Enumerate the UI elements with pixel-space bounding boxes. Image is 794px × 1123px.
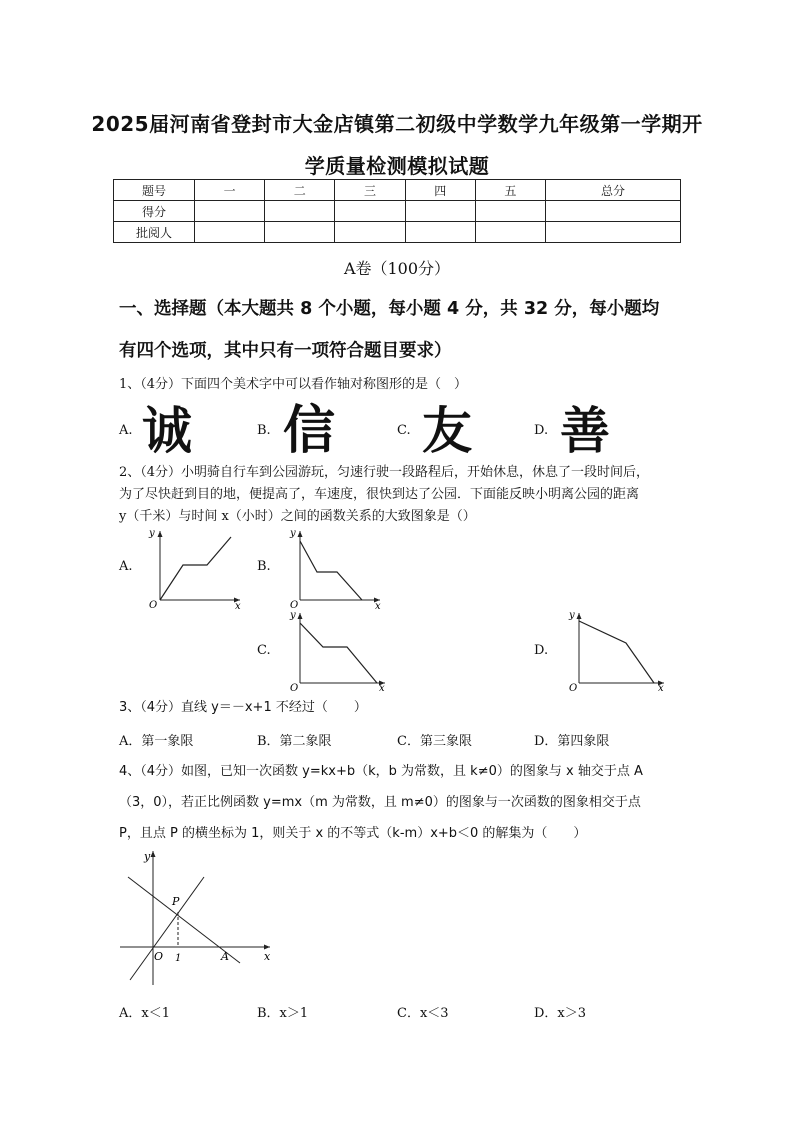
x-label: x — [375, 601, 381, 609]
y-axis-arrow — [298, 531, 303, 537]
q2-option-c-label[interactable]: C. — [257, 643, 271, 658]
q4-stem-line1: 4、（4分）如图，已知一次函数 y=kx+b（k，b 为常数，且 k≠0）的图象与 x 轴交于点 A — [119, 764, 643, 779]
q4-figure — [118, 845, 278, 990]
y-label: y — [290, 528, 296, 539]
q2-option-d-label[interactable]: D. — [534, 643, 549, 658]
x-label: x — [235, 601, 241, 609]
score-cell[interactable] — [265, 201, 335, 222]
q2-graph-b — [287, 527, 387, 609]
x-label: x — [264, 950, 271, 963]
y-label: y — [290, 610, 296, 621]
q4-stem-line2: （3，0），若正比例函数 y=mx（m 为常数，且 m≠0）的图象与一次函数的图象相交于点 — [119, 795, 641, 810]
score-cell[interactable] — [195, 201, 265, 222]
grader-cell[interactable] — [335, 222, 405, 243]
q4-option-b[interactable]: B．x＞1 — [257, 1006, 309, 1021]
proportional-function-line — [130, 877, 204, 980]
header-cell: 四 — [405, 180, 475, 201]
y-axis-arrow — [298, 613, 303, 619]
section1-heading-line2: 有四个选项，其中只有一项符合题目要求） — [119, 341, 452, 361]
q4-option-a[interactable]: A．x＜1 — [119, 1006, 170, 1021]
q2-stem-line2: 为了尽快赶到目的地，便提高了，车速度，很快到达了公园．下面能反映小明离公园的距离 — [119, 487, 640, 502]
tick-1-label: 1 — [175, 953, 182, 964]
point-a-label: A — [221, 950, 229, 963]
y-label: y — [569, 610, 575, 621]
grader-cell[interactable] — [265, 222, 335, 243]
q1-option-b-label[interactable]: B. — [257, 423, 271, 438]
graph-line — [579, 621, 654, 683]
q1-option-c-label[interactable]: C. — [397, 423, 411, 438]
origin-label: O — [290, 683, 299, 691]
y-axis-arrow — [158, 531, 163, 537]
score-row — [114, 201, 681, 222]
x-label: x — [658, 683, 664, 691]
header-cell: 题号 — [114, 180, 195, 201]
q3-option-b[interactable]: B．第二象限 — [257, 734, 332, 749]
origin-label: O — [149, 600, 158, 609]
origin-label: O — [569, 683, 578, 691]
q3-stem: 3、（4分）直线 y＝－x+1 不经过（ ） — [119, 700, 367, 715]
q4-stem-line3: P，且点 P 的横坐标为 1，则关于 x 的不等式（k-m）x+b＜0 的解集为（ ） — [119, 826, 587, 841]
graph-line — [160, 537, 231, 600]
header-cell: 二 — [265, 180, 335, 201]
row-label: 得分 — [114, 201, 195, 222]
y-axis-arrow — [577, 613, 582, 619]
origin-label: O — [290, 600, 299, 609]
grader-cell[interactable] — [546, 222, 681, 243]
q1-option-a-char: 诚 — [142, 402, 192, 460]
grader-cell[interactable] — [475, 222, 545, 243]
q1-option-d-char: 善 — [560, 402, 610, 460]
page-title-line2: 学质量检测模拟试题 — [304, 154, 490, 178]
volume-a-heading: A卷（100分） — [343, 259, 451, 278]
header-cell: 五 — [475, 180, 545, 201]
grader-cell[interactable] — [405, 222, 475, 243]
q2-option-a-label[interactable]: A. — [119, 559, 133, 574]
q2-graph-d — [566, 609, 671, 691]
section1-heading-line1: 一、选择题（本大题共 8 个小题，每小题 4 分，共 32 分，每小题均 — [119, 299, 660, 319]
score-cell[interactable] — [546, 201, 681, 222]
point-p-label: P — [172, 895, 180, 908]
score-cell[interactable] — [405, 201, 475, 222]
score-cell[interactable] — [475, 201, 545, 222]
q1-option-a-label[interactable]: A. — [119, 423, 133, 438]
graph-line — [300, 623, 377, 683]
q1-option-b-char: 信 — [283, 401, 336, 461]
score-cell[interactable] — [335, 201, 405, 222]
header-cell: 一 — [195, 180, 265, 201]
y-label: y — [144, 850, 151, 863]
q4-option-d[interactable]: D．x＞3 — [534, 1006, 587, 1021]
q1-stem: 1、（4分）下面四个美术字中可以看作轴对称图形的是（ ） — [119, 377, 468, 392]
q2-option-b-label[interactable]: B. — [257, 559, 271, 574]
q3-option-d[interactable]: D．第四象限 — [534, 734, 610, 749]
y-axis-arrow — [151, 851, 156, 857]
header-cell: 总分 — [546, 180, 681, 201]
q2-graph-a — [145, 527, 245, 609]
page-title-line1: 2025届河南省登封市大金店镇第二初级中学数学九年级第一学期开 — [91, 112, 703, 136]
q3-option-a[interactable]: A．第一象限 — [119, 734, 194, 749]
x-label: x — [379, 683, 385, 691]
q2-graph-c — [287, 609, 397, 691]
grader-cell[interactable] — [195, 222, 265, 243]
grader-row — [114, 222, 681, 243]
q3-option-c[interactable]: C．第三象限 — [397, 734, 472, 749]
header-cell: 三 — [335, 180, 405, 201]
x-axis-arrow — [264, 945, 270, 950]
q1-option-c-char: 友 — [422, 402, 472, 460]
q1-option-d-label[interactable]: D. — [534, 423, 549, 438]
q2-stem-line3: y（千米）与时间 x（小时）之间的函数关系的大致图象是（） — [119, 509, 476, 524]
score-table — [113, 179, 681, 243]
origin-label: O — [154, 950, 164, 963]
row-label: 批阅人 — [114, 222, 195, 243]
q4-option-c[interactable]: C．x＜3 — [397, 1006, 449, 1021]
graph-line — [300, 541, 362, 600]
q2-stem-line1: 2、（4分）小明骑自行车到公园游玩，匀速行驶一段路程后，开始休息，休息了一段时间后， — [119, 465, 650, 480]
y-label: y — [149, 528, 155, 539]
score-table-header-row — [114, 180, 681, 201]
